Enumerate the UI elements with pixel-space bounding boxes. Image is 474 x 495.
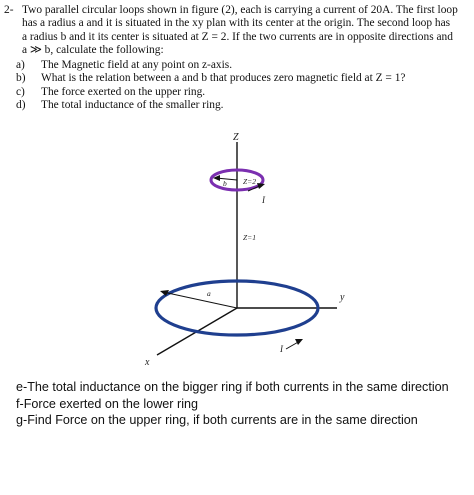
radius-b-label: b: [223, 179, 227, 188]
radius-a-line: [163, 292, 237, 308]
x-axis-label: x: [145, 357, 150, 368]
intro-line: a radius b and it its center is situated at Z = 2. If the two currents are in opposite directions and: [22, 30, 453, 43]
extra-questions: [16, 379, 449, 429]
part-text: The total inductance of the smaller ring.: [41, 99, 224, 112]
part-text: The force exerted on the upper ring.: [41, 85, 206, 98]
mid-height-label: Z=1: [243, 233, 256, 242]
extra-question-e: e-The total inductance on the bigger ring if both currents in the same direction: [16, 380, 449, 394]
extra-question-g: g-Find Force on the upper ring, if both currents are in the same direction: [16, 413, 418, 427]
lower-current-arrowhead: [295, 339, 303, 345]
part-label: d): [16, 99, 26, 112]
part-label: b): [16, 72, 26, 85]
upper-height-label: Z=2: [243, 177, 256, 186]
z-axis-label: Z: [233, 132, 239, 143]
problem-number: 2-: [4, 4, 14, 16]
lower-current-label: I: [280, 344, 283, 354]
part-label: c): [16, 85, 25, 98]
extra-question-f: f-Force exerted on the lower ring: [16, 396, 198, 411]
part-label: a): [16, 59, 25, 72]
upper-current-label: I: [262, 195, 265, 205]
y-axis-label: y: [340, 292, 345, 303]
upper-current-arrowhead: [257, 183, 265, 189]
part-text: The Magnetic field at any point on z-axis.: [41, 59, 233, 72]
radius-a-label: a: [207, 289, 211, 298]
part-text: What is the relation between a and b that produces zero magnetic field at Z = 1?: [41, 72, 406, 85]
intro-line: has a radius a and it is situated in the xy plan with its center at the origin. The second loop has: [22, 17, 451, 30]
intro-line: a ≫ b, calculate the following:: [22, 43, 164, 56]
intro-line: Two parallel circular loops shown in figure (2), each is carrying a current of 20A. The first loop: [22, 4, 458, 16]
